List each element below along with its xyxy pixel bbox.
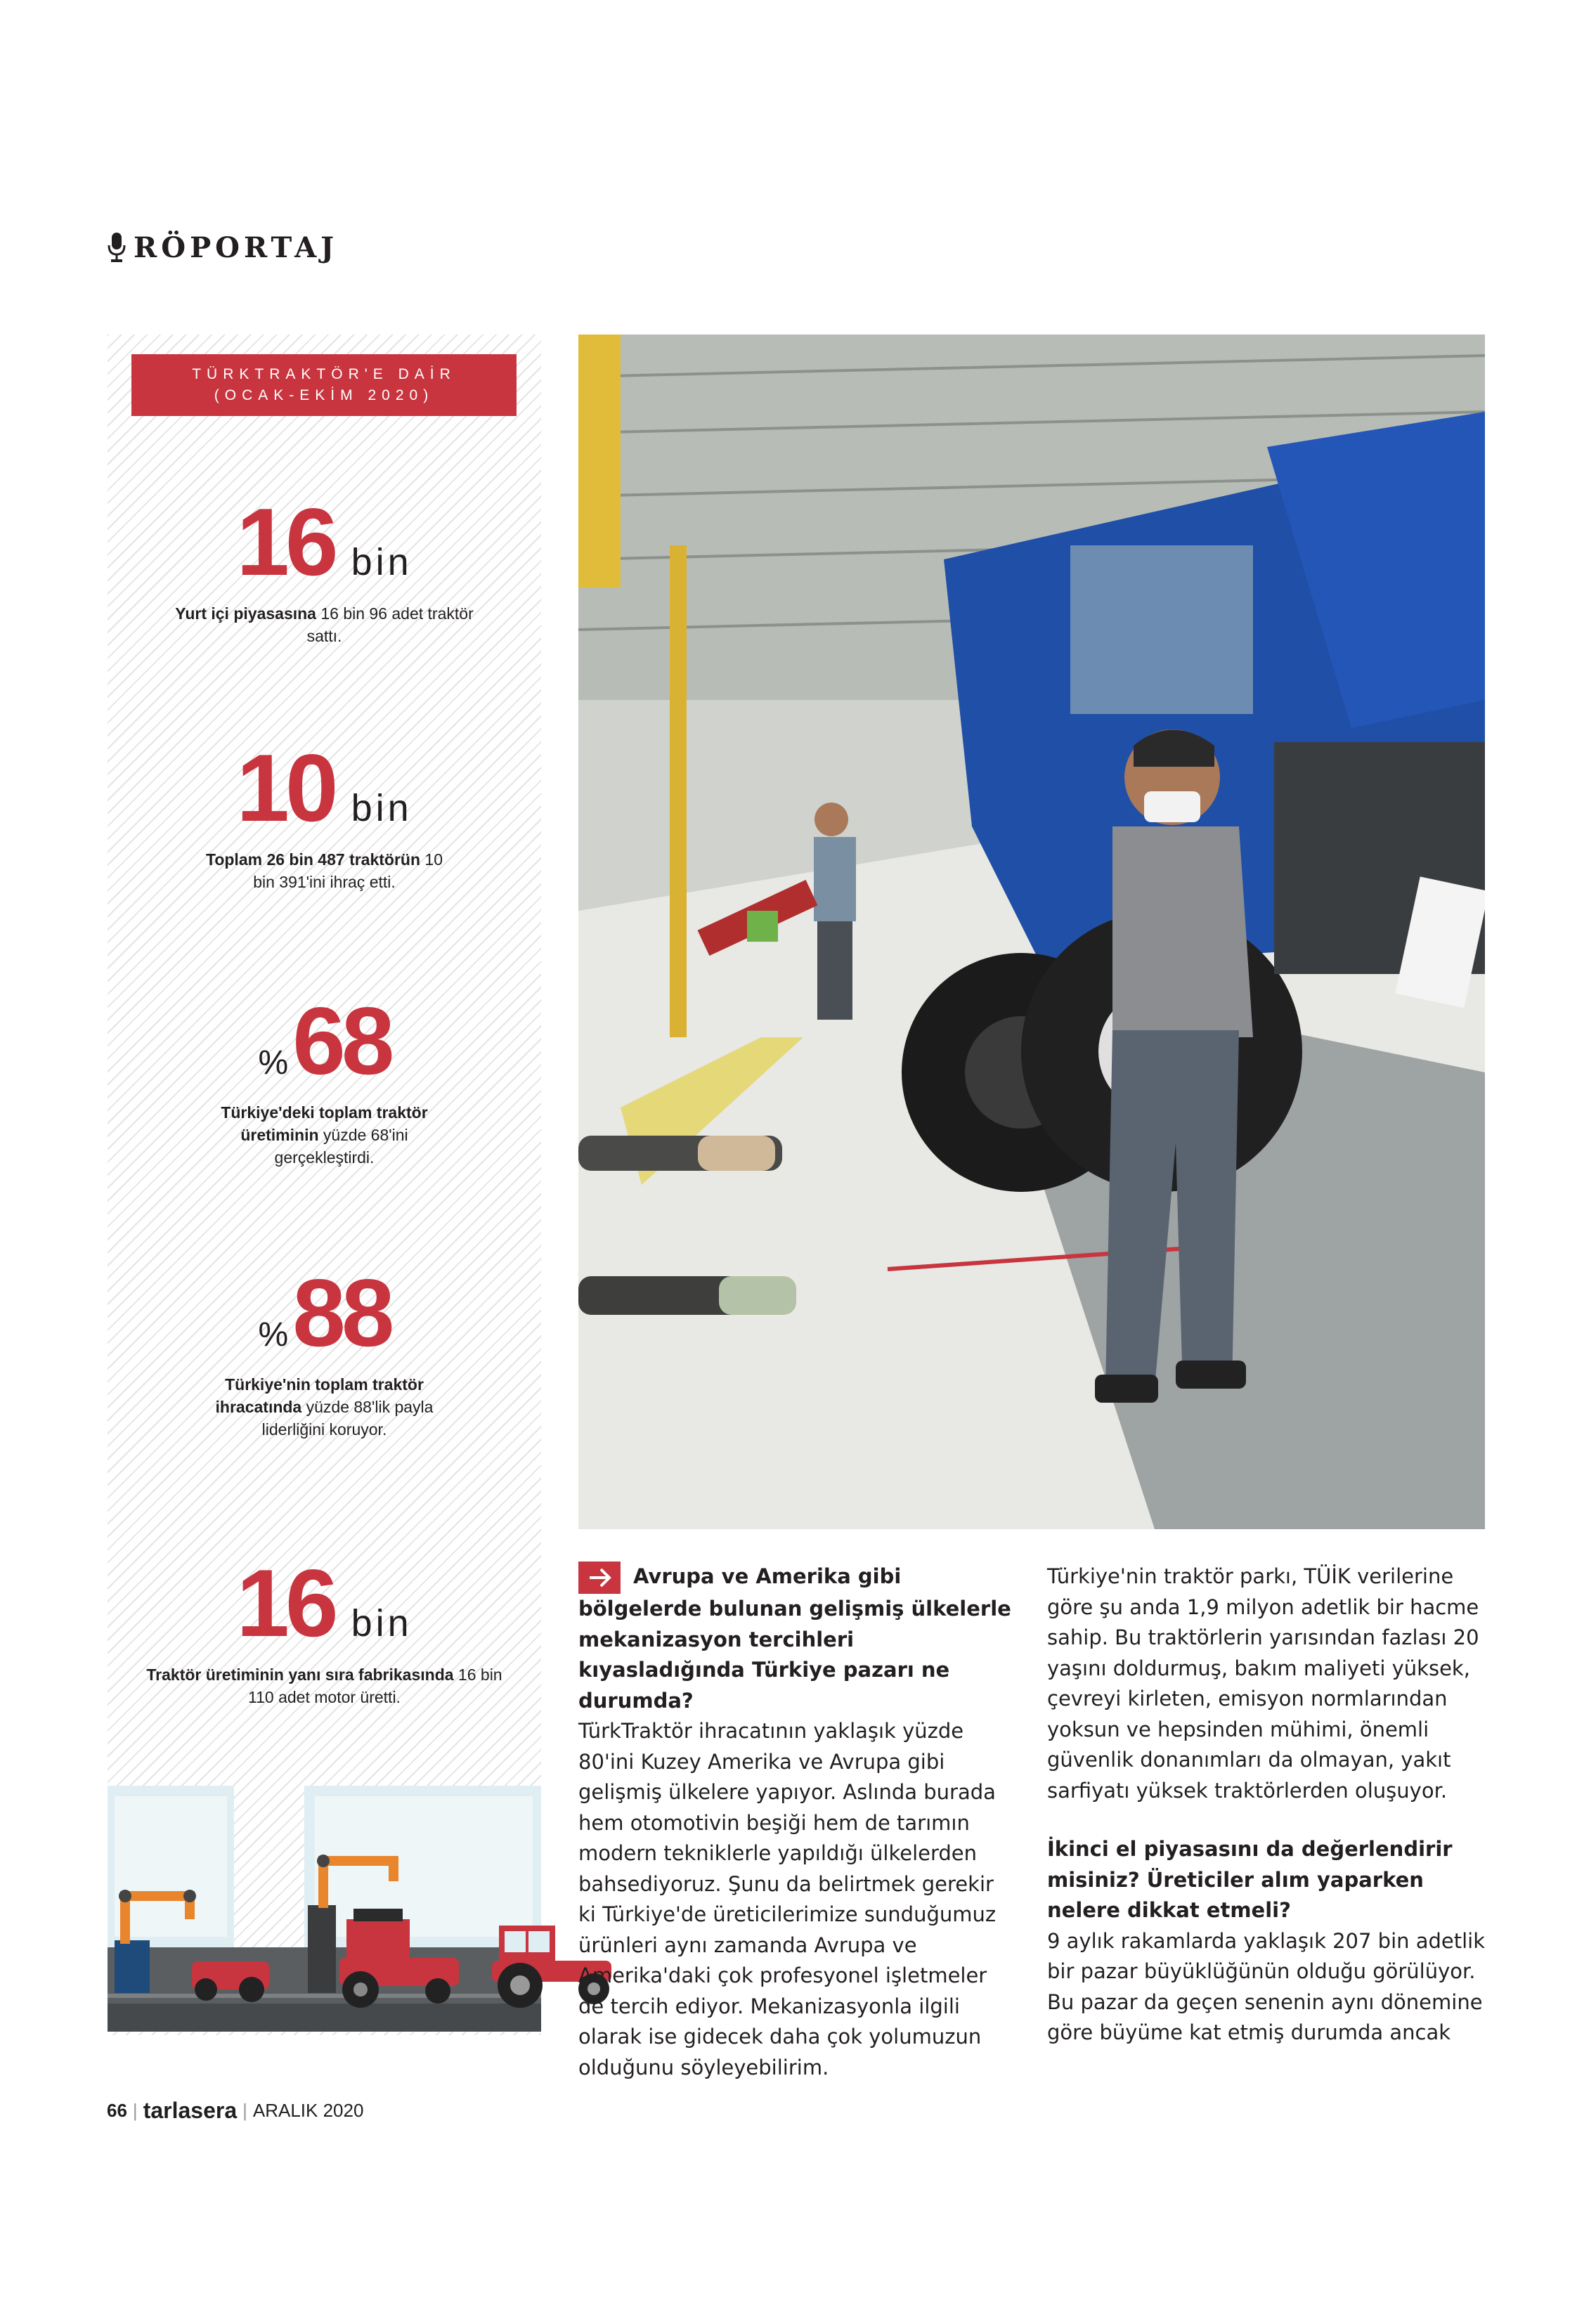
- stat-caption-text: yüzde 88'lik payla liderliğini koruyor.: [261, 1398, 434, 1439]
- stat-unit: bin: [351, 787, 413, 829]
- question-1: [578, 1562, 1014, 1716]
- stat-number: 68: [292, 987, 391, 1094]
- page-number: 66: [107, 2100, 127, 2121]
- stat-caption-bold: Toplam 26 bin 487 traktörün: [205, 850, 421, 869]
- question-1-text: Avrupa ve Amerika gibi bölgelerde bulunan gelişmiş ülkelerle mekanizasyon tercihleri kıyasladığında Türkiye pazarı ne durumda?: [578, 1564, 1011, 1713]
- stat-domestic-sales: [108, 488, 541, 647]
- question-2: İkinci el piyasasını da değerlendirir misiniz? Üreticiler alım yaparken nelere dikkat etmeli?: [1047, 1837, 1453, 1922]
- banner-line-1: TÜRKTRAKTÖR'E DAİR: [192, 366, 456, 382]
- microphone-icon: [107, 231, 126, 264]
- stat-number: 10: [236, 734, 335, 841]
- factory-illustration: [108, 1786, 541, 2035]
- stat-caption: [198, 1373, 451, 1441]
- answer-2: 9 aylık rakamlarda yaklaşık 207 bin adetlik bir pazar büyüklüğünün olduğu görülüyor. Bu pazar da geçen senenin aynı dönemine göre büyüme kat etmiş durumda ancak: [1047, 1928, 1486, 2044]
- stat-caption-bold: Yurt içi piyasasına: [175, 604, 316, 623]
- stat-caption: [142, 1663, 507, 1708]
- stat-prefix: %: [258, 1044, 289, 1082]
- stat-caption: [170, 602, 479, 647]
- footer-separator: |: [132, 2100, 138, 2121]
- stat-unit: bin: [351, 541, 413, 583]
- stat-caption-text: 16 bin 96 adet traktör sattı.: [306, 604, 474, 645]
- section-header: [107, 226, 338, 268]
- banner-line-2: (OCAK-EKİM 2020): [214, 387, 434, 403]
- factory-photo: [578, 335, 1485, 1529]
- stat-unit: bin: [351, 1602, 413, 1644]
- stat-number: 16: [236, 1550, 335, 1656]
- article-column-2: [1047, 1562, 1490, 2049]
- stat-exports: [108, 734, 541, 893]
- stat-caption-text: 16 bin 110 adet motor üretti.: [248, 1666, 502, 1706]
- stat-caption-bold: Traktör üretiminin yanı sıra fabrikasında: [146, 1666, 454, 1684]
- issue-date: ARALIK 2020: [252, 2100, 364, 2121]
- stat-export-share: [108, 1259, 541, 1441]
- answer-1: TürkTraktör ihracatının yaklaşık yüzde 80'ini Kuzey Amerika ve Avrupa gibi gelişmiş ülkelere yapıyor. Aslında burada hem otomotivin beşiği hem de tarımın modern tekniklerle yapıldığı ülkelerden bahsediyoruz. Şunu da belirtmek gerekir ki Türkiye'de üreticilerimize sunduğumuz ürünleri aynı zamanda Avrupa ve Amerika'daki çok profesyonel işletmeler de tercih ediyor. Mekanizasyonla ilgili olarak ise gidecek daha çok yolumuzun olduğunu söyleyebilirim.: [578, 1719, 997, 2079]
- stat-caption: [219, 1101, 430, 1169]
- sidebar-banner: [131, 354, 517, 416]
- stat-engines: [108, 1550, 541, 1708]
- stat-caption: [198, 848, 451, 893]
- stat-caption-text: 10 bin 391'ini ihraç etti.: [253, 850, 443, 891]
- article-column-1: [578, 1562, 1014, 2083]
- stat-number: 16: [236, 488, 335, 595]
- magazine-brand: tarlasera: [143, 2098, 238, 2123]
- stat-caption-bold: Türkiye'nin toplam traktör ihracatında: [215, 1375, 424, 1416]
- section-title: RÖPORTAJ: [134, 231, 339, 264]
- stat-caption-text: yüzde 68'ini gerçekleştirdi.: [274, 1126, 408, 1167]
- page-footer: [107, 2098, 363, 2124]
- stat-prefix: %: [258, 1316, 289, 1353]
- stat-caption-bold: Türkiye'deki toplam traktör üretiminin: [221, 1103, 428, 1144]
- stat-number: 88: [292, 1259, 391, 1366]
- arrow-right-icon: [578, 1562, 621, 1594]
- answer-1-continued: Türkiye'nin traktör parkı, TÜİK verilerine göre şu anda 1,9 milyon adetlik bir hacme sahip. Bu traktörlerin yarısından fazlası 20 yaşını doldurmuş, bakım maliyeti yüksek, çevreyi kirleten, emisyon normlarından yoksun ve hepsinden mühimi, önemli güvenlik donanımları da olmayan, yakıt sarfiyatı yüksek traktörlerden oluşuyor.: [1047, 1564, 1479, 1803]
- footer-separator: |: [242, 2100, 247, 2121]
- stat-production-share: [108, 987, 541, 1169]
- stats-sidebar: [108, 335, 541, 2035]
